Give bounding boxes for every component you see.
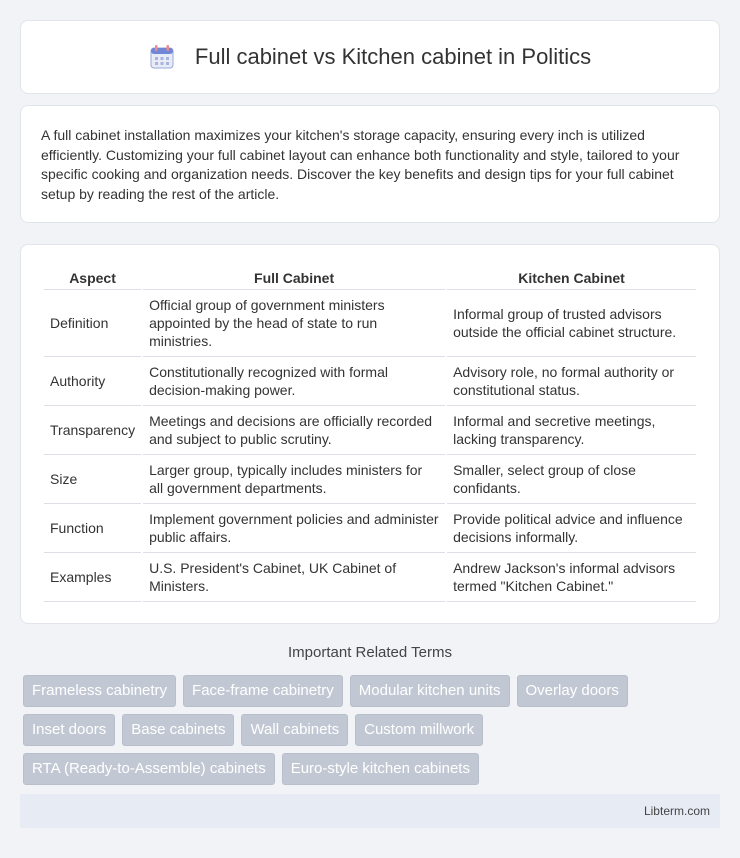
full-cabinet-cell: Meetings and decisions are officially recorded and subject to public scrutiny. [143, 406, 445, 455]
related-term-tag[interactable]: Base cabinets [122, 714, 234, 746]
footer-site-link[interactable]: Libterm.com [643, 804, 710, 818]
kitchen-cabinet-cell: Andrew Jackson's informal advisors termed "Kitchen Cabinet." [447, 553, 696, 602]
aspect-cell: Size [44, 455, 141, 504]
aspect-cell: Definition [44, 290, 141, 357]
related-term-tag[interactable]: Wall cabinets [241, 714, 348, 746]
column-header-full-cabinet: Full Cabinet [143, 265, 445, 290]
table-row [44, 553, 696, 602]
aspect-cell: Function [44, 504, 141, 553]
page-title: Full cabinet vs Kitchen cabinet in Politics [194, 44, 592, 69]
related-term-tag[interactable]: Face-frame cabinetry [183, 675, 343, 707]
kitchen-cabinet-cell: Provide political advice and influence decisions informally. [447, 504, 696, 553]
aspect-cell: Examples [44, 553, 141, 602]
aspect-cell: Authority [44, 357, 141, 406]
table-row [44, 455, 696, 504]
header-card [20, 20, 720, 94]
full-cabinet-cell: Implement government policies and administer public affairs. [143, 504, 445, 553]
intro-text: A full cabinet installation maximizes your kitchen's storage capacity, ensuring every inch is utilized efficiently. Customizing your full cabinet layout can enhance both functionality and style, tailored to your specific cooking and organization needs. Discover the key benefits and design tips for your full cabinet setup by reading the rest of the article. [41, 127, 680, 202]
full-cabinet-cell: Larger group, typically includes ministers for all government departments. [143, 455, 445, 504]
related-terms-list [23, 675, 723, 785]
related-terms-title: Important Related Terms [288, 644, 452, 661]
related-term-tag[interactable]: RTA (Ready-to-Assemble) cabinets [23, 753, 275, 785]
aspect-cell: Transparency [44, 406, 141, 455]
related-term-tag[interactable]: Custom millwork [355, 714, 483, 746]
table-row [44, 357, 696, 406]
related-term-tag[interactable]: Euro-style kitchen cabinets [282, 753, 479, 785]
full-cabinet-cell: U.S. President's Cabinet, UK Cabinet of Ministers. [143, 553, 445, 602]
full-cabinet-cell: Official group of government ministers appointed by the head of state to run ministries. [143, 290, 445, 357]
full-cabinet-cell: Constitutionally recognized with formal decision-making power. [143, 357, 445, 406]
table-header-row [44, 265, 696, 290]
intro-card [20, 105, 720, 223]
related-term-tag[interactable]: Overlay doors [517, 675, 628, 707]
kitchen-cabinet-cell: Informal group of trusted advisors outside the official cabinet structure. [447, 290, 696, 357]
table-row [44, 406, 696, 455]
table-row [44, 290, 696, 357]
related-term-tag[interactable]: Inset doors [23, 714, 115, 746]
kitchen-cabinet-cell: Smaller, select group of close confidants. [447, 455, 696, 504]
comparison-table-card [20, 244, 720, 624]
related-term-tag[interactable]: Frameless cabinetry [23, 675, 176, 707]
table-row [44, 504, 696, 553]
related-term-tag[interactable]: Modular kitchen units [350, 675, 510, 707]
kitchen-cabinet-cell: Advisory role, no formal authority or constitutional status. [447, 357, 696, 406]
kitchen-cabinet-cell: Informal and secretive meetings, lacking transparency. [447, 406, 696, 455]
calendar-icon [149, 44, 175, 70]
column-header-aspect: Aspect [44, 265, 141, 290]
footer [20, 794, 720, 828]
comparison-table [42, 265, 698, 602]
column-header-kitchen-cabinet: Kitchen Cabinet [447, 265, 696, 290]
